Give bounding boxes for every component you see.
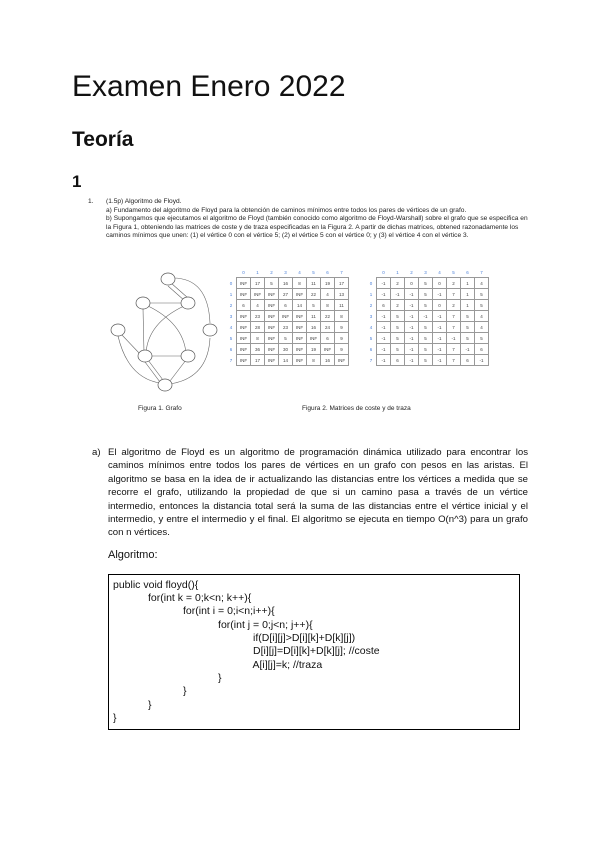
matrix-row [226, 355, 349, 366]
matrix-cell: 5 [391, 344, 405, 355]
matrix-cell: -1 [391, 289, 405, 300]
matrix-cell: 14 [279, 355, 293, 366]
matrix-cell: -1 [447, 333, 461, 344]
matrix-cell: 9 [335, 333, 349, 344]
matrix-cell: 5 [419, 300, 433, 311]
matrix-row [226, 311, 349, 322]
matrix-cell: -1 [405, 355, 419, 366]
matrix-cell: -1 [405, 300, 419, 311]
matrix-cell: INF [293, 355, 307, 366]
question-num: 1. [88, 198, 94, 205]
code-line: A[i][j]=k; //traza [113, 658, 323, 671]
matrix-cell: -1 [405, 289, 419, 300]
matrix-cell: INF [237, 289, 251, 300]
matrix-row [226, 289, 349, 300]
matrix-cell: 6 [237, 300, 251, 311]
matrix-row [226, 322, 349, 333]
matrix-cell: 19 [321, 278, 335, 289]
matrix-cell: 9 [335, 344, 349, 355]
matrix-cell: INF [237, 355, 251, 366]
matrix-cell: -1 [377, 322, 391, 333]
matrix-cell: -1 [419, 311, 433, 322]
matrix-cell: 16 [321, 355, 335, 366]
matrix-cell: -1 [377, 355, 391, 366]
column-header: 7 [480, 269, 483, 275]
matrix-cell: 8 [307, 355, 321, 366]
matrix-cell: INF [293, 333, 307, 344]
code-line: } [113, 671, 222, 684]
matrix-cell: 5 [419, 289, 433, 300]
matrix-cell: 22 [321, 311, 335, 322]
matrix-cell: 0 [405, 278, 419, 289]
column-header: 2 [410, 269, 413, 275]
question-text [88, 198, 528, 241]
matrix-cell: 1 [461, 278, 475, 289]
code-line: } [113, 711, 117, 724]
matrix-cell: INF [265, 344, 279, 355]
matrix-cell: 11 [335, 300, 349, 311]
matrix-cell: 5 [307, 300, 321, 311]
answer-label: a) [92, 447, 101, 458]
matrix-cell: -1 [433, 311, 447, 322]
code-line: } [113, 698, 152, 711]
column-header: 6 [466, 269, 469, 275]
matrix-cell: -1 [433, 355, 447, 366]
matrix-cell: INF [293, 289, 307, 300]
matrix-cell: 7 [447, 311, 461, 322]
matrix-row [366, 278, 489, 289]
matrix-cell: -1 [377, 344, 391, 355]
matrix-cell: -1 [433, 289, 447, 300]
code-line: D[i][j]=D[i][k]+D[k][j]; //coste [113, 645, 380, 658]
matrix-row [366, 355, 489, 366]
graph-figure [98, 268, 223, 398]
matrix-cell: 16 [307, 322, 321, 333]
matrix-cell: 7 [447, 289, 461, 300]
matrix-cell: 19 [307, 344, 321, 355]
algorithm-label: Algoritmo: [108, 548, 158, 561]
matrix-cell: 8 [335, 311, 349, 322]
matrix-cell: 8 [321, 300, 335, 311]
column-header: 2 [270, 269, 273, 275]
matrix-cell: -1 [377, 289, 391, 300]
matrix-cell: 4 [475, 311, 489, 322]
matrix-cell: -1 [405, 311, 419, 322]
matrix-cell: INF [265, 322, 279, 333]
matrix-cell: 4 [475, 322, 489, 333]
code-line: if(D[i][j]>D[i][k]+D[k][j]) [113, 632, 356, 645]
column-header: 6 [326, 269, 329, 275]
matrix-row [366, 311, 489, 322]
column-header: 7 [340, 269, 343, 275]
matrix-cell: 11 [307, 311, 321, 322]
matrix-cell: 0 [433, 300, 447, 311]
row-header: 1 [369, 291, 373, 297]
matrix-cell: 5 [391, 311, 405, 322]
question-line: b) Supongamos que ejecutamos el algoritmo de Floyd (también conocido como algoritmo de Floyd-Warshall) sobre el grafo que se especifica en la Figura 1, obteniendo las matrices de coste y de traza especificadas en la Figura 2. A partir de dichas matrices, obtened razonadamente los caminos mínimos que unen: (1) el vértice 0 con el vértice 5; (2) el vértice 5 con el vértice 0; y (3) el vértice 4 con el vértice 3. [106, 215, 528, 240]
column-header: 5 [312, 269, 315, 275]
document-title: Examen Enero 2022 [72, 70, 346, 103]
column-header: 1 [256, 269, 259, 275]
row-header: 2 [369, 302, 373, 308]
row-header: 4 [229, 324, 233, 330]
matrix-cell: 36 [251, 344, 265, 355]
matrix-cell: -1 [377, 333, 391, 344]
matrix-row [366, 289, 489, 300]
code-line: for(int i = 0;i<n;i++){ [113, 605, 275, 618]
matrix-cell: 9 [335, 322, 349, 333]
row-header: 0 [369, 280, 373, 286]
row-header: 4 [369, 324, 373, 330]
row-header: 3 [229, 313, 233, 319]
matrix-cell: 5 [475, 333, 489, 344]
matrix-cell: 17 [251, 355, 265, 366]
code-line: } [113, 685, 187, 698]
answer-a [92, 446, 528, 540]
code-line: for(int j = 0;j<n; j++){ [113, 618, 313, 631]
row-header: 3 [369, 313, 373, 319]
matrix-cell: 17 [335, 278, 349, 289]
matrix-cell: 0 [433, 278, 447, 289]
matrix-cell: INF [293, 322, 307, 333]
column-header: 0 [242, 269, 245, 275]
row-header: 1 [229, 291, 233, 297]
matrix-cell: 5 [391, 322, 405, 333]
matrix-cell: -1 [377, 278, 391, 289]
matrix-cell: 5 [461, 333, 475, 344]
matrix-cell: -1 [405, 322, 419, 333]
matrix-cell: 28 [251, 322, 265, 333]
matrix-cell: -1 [377, 311, 391, 322]
matrix-cell: INF [265, 289, 279, 300]
matrix-cell: 2 [447, 300, 461, 311]
matrix-cell: INF [335, 355, 349, 366]
column-header: 0 [382, 269, 385, 275]
matrix-cell: 6 [391, 355, 405, 366]
matrix-cell: 2 [391, 300, 405, 311]
matrix-cell: INF [293, 311, 307, 322]
code-line: for(int k = 0;k<n; k++){ [113, 592, 252, 605]
column-header: 3 [284, 269, 287, 275]
matrix-cell: INF [237, 311, 251, 322]
matrix-cell: -1 [433, 333, 447, 344]
row-header: 6 [369, 346, 373, 352]
matrix-cell: 17 [251, 278, 265, 289]
row-header: 7 [369, 357, 373, 363]
matrix-cell: INF [265, 355, 279, 366]
column-header: 5 [452, 269, 455, 275]
matrix-cell: 4 [475, 278, 489, 289]
matrix-cell: 4 [251, 300, 265, 311]
cost-matrix [226, 267, 349, 366]
matrix-cell: -1 [433, 344, 447, 355]
matrix-cell: 11 [307, 278, 321, 289]
matrix-cell: INF [251, 289, 265, 300]
matrix-cell: 5 [475, 289, 489, 300]
matrix-row [226, 344, 349, 355]
matrix-cell: 2 [391, 278, 405, 289]
matrix-cell: 8 [293, 278, 307, 289]
matrix-cell: 7 [447, 344, 461, 355]
matrix-cell: 7 [447, 355, 461, 366]
matrix-cell: INF [265, 333, 279, 344]
matrix-cell: 6 [377, 300, 391, 311]
matrix-cell: 5 [391, 333, 405, 344]
matrix-cell: 16 [279, 278, 293, 289]
row-header: 0 [229, 280, 233, 286]
row-header: 5 [369, 335, 373, 341]
matrix-cell: 4 [321, 289, 335, 300]
matrix-cell: 1 [461, 300, 475, 311]
corner-cell [226, 267, 237, 278]
matrix-cell: 6 [279, 300, 293, 311]
matrix-cell: INF [237, 278, 251, 289]
matrix-cell: 5 [461, 311, 475, 322]
matrix-row [226, 278, 349, 289]
figure1-caption: Figura 1. Grafo [138, 405, 182, 412]
row-header: 6 [229, 346, 233, 352]
matrix-cell: 7 [447, 322, 461, 333]
matrix-cell: 23 [279, 322, 293, 333]
code-line: public void floyd(){ [113, 578, 199, 591]
row-header: 5 [229, 335, 233, 341]
answer-text: El algoritmo de Floyd es un algoritmo de programación dinámica utilizado para encontrar los caminos mínimos entre todos los pares de vértices en un grafo con pesos en las aristas. El algoritmo se basa en la idea de ir actualizando las distancias entre los vértices a medida que se recorre el grafo, utilizando la propiedad de que si un camino pasa a través de un vértice intermedio, entonces la distancia total será la suma de las distancias entre el vértice inicial y el intermedio, y entre el intermedio y el final. El algoritmo se ejecuta en tiempo O(n^3) para un grafo con n vértices. [108, 447, 528, 539]
matrix-cell: INF [265, 300, 279, 311]
matrix-cell: INF [307, 333, 321, 344]
matrix-cell: 2 [447, 278, 461, 289]
matrix-row [226, 333, 349, 344]
matrix-cell: -1 [405, 333, 419, 344]
column-header: 4 [438, 269, 441, 275]
answer-section [92, 446, 528, 730]
section-heading: Teoría [72, 128, 134, 151]
matrix-cell: INF [237, 344, 251, 355]
matrix-cell: 5 [265, 278, 279, 289]
matrix-cell: INF [237, 333, 251, 344]
row-header: 2 [229, 302, 233, 308]
matrix-cell: 6 [461, 355, 475, 366]
matrix-cell: 5 [475, 300, 489, 311]
matrix-cell: 1 [461, 289, 475, 300]
matrix-cell: 14 [293, 300, 307, 311]
matrix-row [366, 322, 489, 333]
matrix-cell: 5 [419, 278, 433, 289]
matrix-cell: INF [321, 344, 335, 355]
matrix-cell: 5 [419, 322, 433, 333]
matrix-cell: 27 [279, 289, 293, 300]
matrix-cell: -1 [433, 322, 447, 333]
matrix-cell: -1 [475, 355, 489, 366]
row-header: 7 [229, 357, 233, 363]
matrix-cell: -1 [461, 344, 475, 355]
matrix-cell: 5 [461, 322, 475, 333]
matrix-cell: 30 [279, 344, 293, 355]
matrix-cell: 22 [307, 289, 321, 300]
matrix-cell: 23 [251, 311, 265, 322]
code-block [108, 574, 520, 730]
question-number: 1 [72, 172, 82, 191]
matrix-cell: INF [237, 322, 251, 333]
matrix-cell: INF [265, 311, 279, 322]
matrix-cell: 24 [321, 322, 335, 333]
matrix-cell: -1 [405, 344, 419, 355]
matrix-cell: INF [279, 311, 293, 322]
question-line: (1.5p) Algoritmo de Floyd. [106, 198, 182, 205]
column-header: 4 [298, 269, 301, 275]
corner-cell [366, 267, 377, 278]
matrix-row [226, 300, 349, 311]
figure2-caption: Figura 2. Matrices de coste y de traza [302, 405, 411, 412]
question-line: a) Fundamento del algoritmo de Floyd para la obtención de caminos mínimos entre todos los pares de vértices de un grafo. [106, 206, 467, 214]
matrix-row [366, 300, 489, 311]
matrix-cell: 5 [279, 333, 293, 344]
matrix-cell: 8 [251, 333, 265, 344]
matrix-cell: 6 [475, 344, 489, 355]
column-header: 1 [396, 269, 399, 275]
matrix-cell: 5 [419, 355, 433, 366]
matrix-cell: INF [293, 344, 307, 355]
matrix-cell: 5 [419, 333, 433, 344]
trace-matrix [366, 267, 489, 366]
matrix-cell: 6 [321, 333, 335, 344]
matrix-row [366, 344, 489, 355]
matrix-cell: 5 [419, 344, 433, 355]
matrix-row [366, 333, 489, 344]
matrix-cell: 13 [335, 289, 349, 300]
column-header: 3 [424, 269, 427, 275]
